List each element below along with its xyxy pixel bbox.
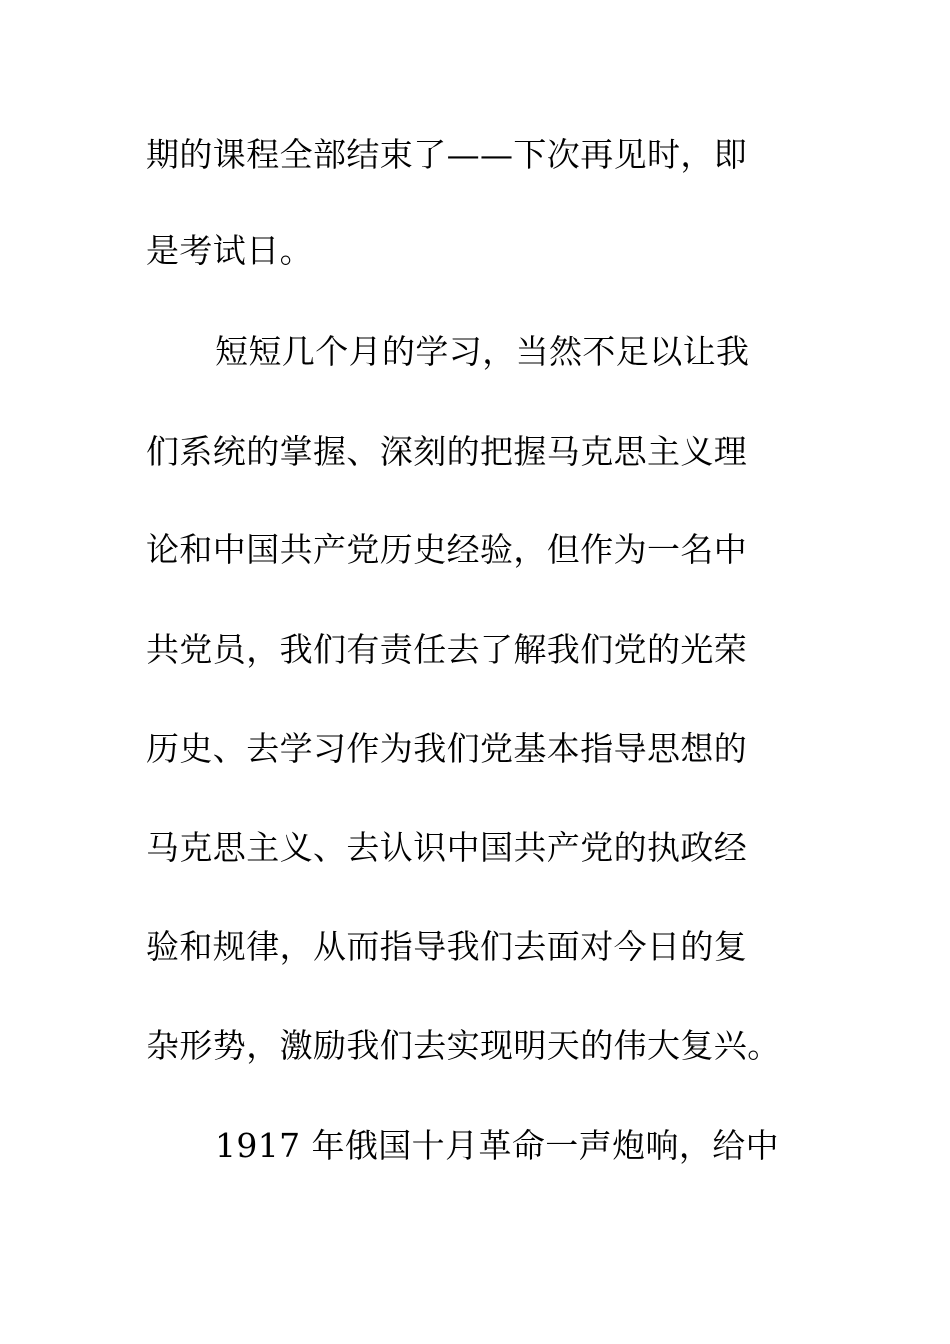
text-line: 验和规律，从而指导我们去面对今日的复	[146, 927, 748, 966]
paragraph-start-line: 1917 年俄国十月革命一声炮响，给中	[215, 1126, 780, 1165]
text-line: 历史、去学习作为我们党基本指导思想的	[146, 729, 748, 768]
text-line: 是考试日。	[146, 231, 313, 270]
text-line: 论和中国共产党历史经验，但作为一名中	[146, 530, 748, 569]
text-line: 杂形势，激励我们去实现明天的伟大复兴。	[146, 1026, 781, 1065]
text-line: 马克思主义、去认识中国共产党的执政经	[146, 828, 748, 867]
text-line: 共党员，我们有责任去了解我们党的光荣	[146, 630, 748, 669]
paragraph-start-line: 短短几个月的学习，当然不足以让我	[215, 332, 750, 371]
text-line: 期的课程全部结束了——下次再见时，即	[146, 135, 748, 174]
text-line: 们系统的掌握、深刻的把握马克思主义理	[146, 432, 748, 471]
